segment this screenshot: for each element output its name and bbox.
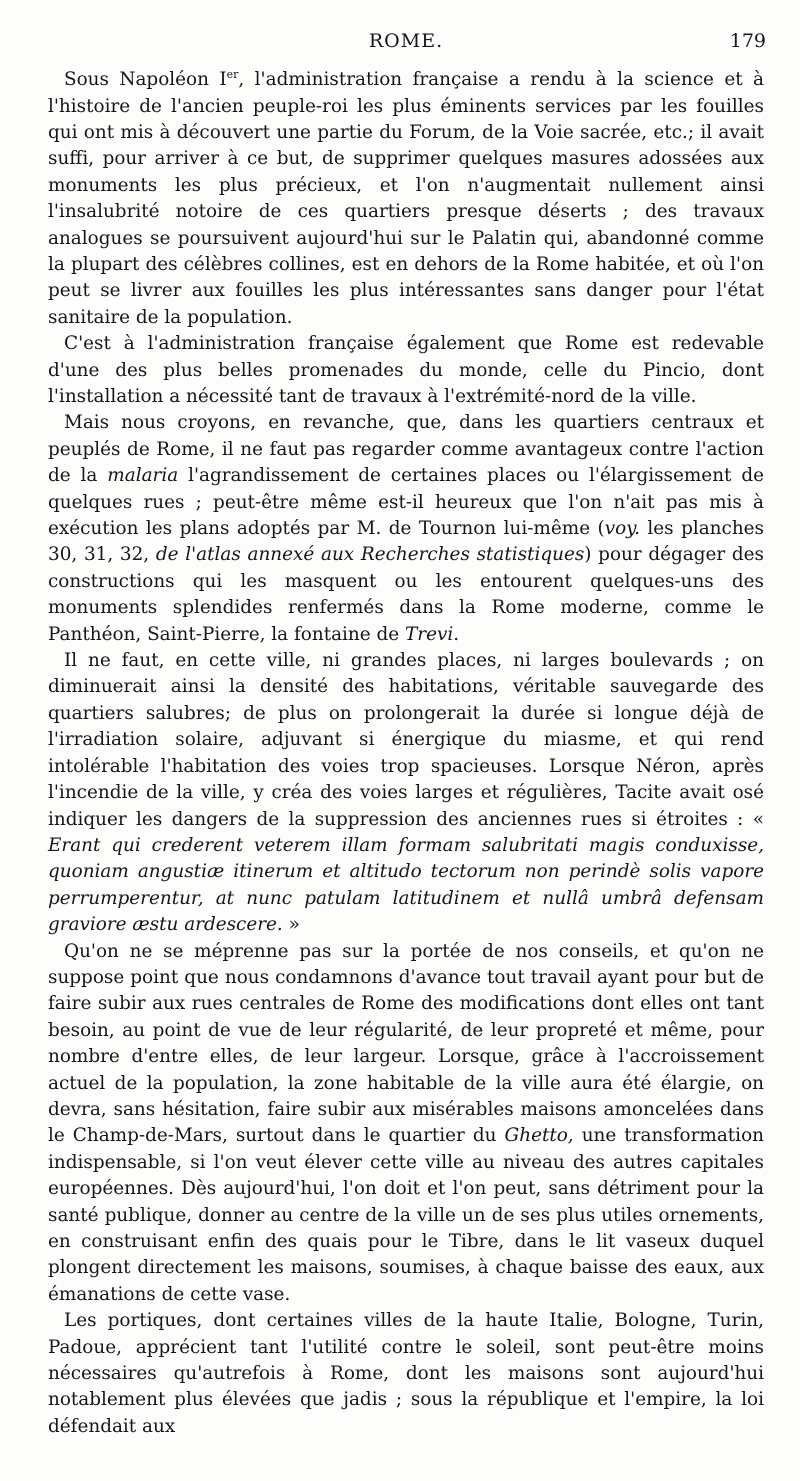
paragraph-napoleon xyxy=(48,62,764,331)
superscript: er xyxy=(226,68,239,81)
text-run: » xyxy=(282,914,300,936)
paragraph-conseils xyxy=(48,939,764,1309)
text-run: Il ne faut, en cette ville, ni grandes places, ni larges boulevards ; on diminuerait ainsi la densité des habitations, véritable sauvegarde des quartiers salubres; de plus on prolongerait la durée si longue déjà de l'irradiation solaire, adjuvant si énergique du miasme, et qui rend intolérable l'habitation des voies trop spacieuses. Lorsque Néron, après l'incendie de la ville, y créa des voies larges et régulières, Tacite avait osé indiquer les dangers de la suppression des anciennes rues si étroites : « xyxy=(48,650,764,830)
paragraph-portiques: Les portiques, dont certaines villes de la haute Italie, Bologne, Turin, Padoue, apprécient tant l'utilité contre le soleil, sont peut-être moins nécessaires qu'autrefois à Rome, dont les maisons sont aujourd'hui notablement plus élevées que jadis ; sous la république et l'empire, la loi défendait aux xyxy=(48,1310,764,1437)
page-header xyxy=(48,30,764,58)
paragraph-tacite xyxy=(48,648,764,938)
italic-trevi: Trevi xyxy=(405,623,454,645)
latin-quote: Erant qui crederent veterem illam formam salubritati magis conduxisse, quoniam angustiæ itinerum et altitudo tectorum non perindè solis vapore perrumperentur, at nunc patulam latitudinem et nullâ umbrâ defensam graviore æstu ardescere. xyxy=(48,834,764,936)
text-run: Qu'on ne se méprenne pas sur la portée de nos conseils, et qu'on ne suppose point que nous condamnons d'avance tout travail ayant pour but de faire subir aux rues centrales de Rome des modifications dont elles ont tant besoin, au point de vue de leur régularité, de leur propreté et même, pour nombre d'entre elles, de leur largeur. Lorsque, grâce à l'accroissement actuel de la population, la zone habitable de la ville aura été élargie, on devra, sans hésitation, faire subir aux misérables maisons amoncelées dans le Champ-de-Mars, surtout dans le quartier du xyxy=(48,940,764,1147)
text-run: Sous Napoléon I xyxy=(64,69,227,91)
text-run: l'agrandissement de certaines places ou l'élargissement de quelques rues ; peut-être même est-il heureux que l'on n'ait pas mis à exécution les plans adoptés par M. de Tournon lui-même ( xyxy=(48,465,764,540)
paragraph-pincio: C'est à l'administration française également que Rome est redevable d'une des plus belles promenades du monde, celle du Pincio, dont l'installation a nécessité tant de travaux à l'extrémité-nord de la ville. xyxy=(48,333,764,407)
text-run: une transformation indispensable, si l'on veut élever cette ville au niveau des autres capitales européennes. Dès aujourd'hui, l'on doit et l'on peut, sans détriment pour la santé publique, donner au centre de la ville un de ses plus utiles ornements, en construisant enfin des quais pour le Tibre, dans le lit vaseux duquel plongent directement les maisons, soumises, à chaque baisse des eaux, aux émanations de cette vase. xyxy=(48,1125,764,1305)
text-run: Mais nous croyons, en revanche, que, dans les quartiers centraux et peuplés de Rome, il ne faut pas regarder comme avantageux contre l'action de la xyxy=(48,412,764,487)
text-run: . xyxy=(453,623,460,645)
italic-atlas-reference: de l'atlas annexé aux Recherches statistiques xyxy=(155,544,585,566)
running-title: ROME. xyxy=(368,30,444,52)
text-run: , l'administration française a rendu à la science et à l'histoire de l'ancien peuple-roi les plus éminents services par les fouilles qui ont mis à découvert une partie du Forum, de la Voie sacrée, etc.; il avait suffi, pour arriver à ce but, de supprimer quelques masures adossées aux monuments les plus précieux, et l'on n'augmentait nullement ainsi l'insalubrité notoire de ces quartiers presque déserts ; des travaux analogues se poursuivent aujourd'hui sur le Palatin qui, abandonné comme la plupart des célèbres collines, est en dehors de la Rome habitée, et où l'on peut se livrer aux fouilles les plus intéressantes sans danger pour l'état sanitaire de la population. xyxy=(48,69,764,328)
text-run: les planches 30, 31, 32, xyxy=(48,518,764,566)
paragraph-malaria xyxy=(48,410,764,648)
italic-term-malaria: malaria xyxy=(107,465,179,487)
book-page xyxy=(48,30,764,1440)
text-run: ) pour dégager des constructions qui les masquent ou les entourent quelques-uns des monuments splendides renfermés dans la Rome moderne, comme le Panthéon, Saint-Pierre, la fontaine de xyxy=(48,544,764,645)
page-number: 179 xyxy=(729,30,766,52)
italic-voy: voy. xyxy=(604,518,640,540)
italic-ghetto: Ghetto, xyxy=(504,1125,574,1147)
